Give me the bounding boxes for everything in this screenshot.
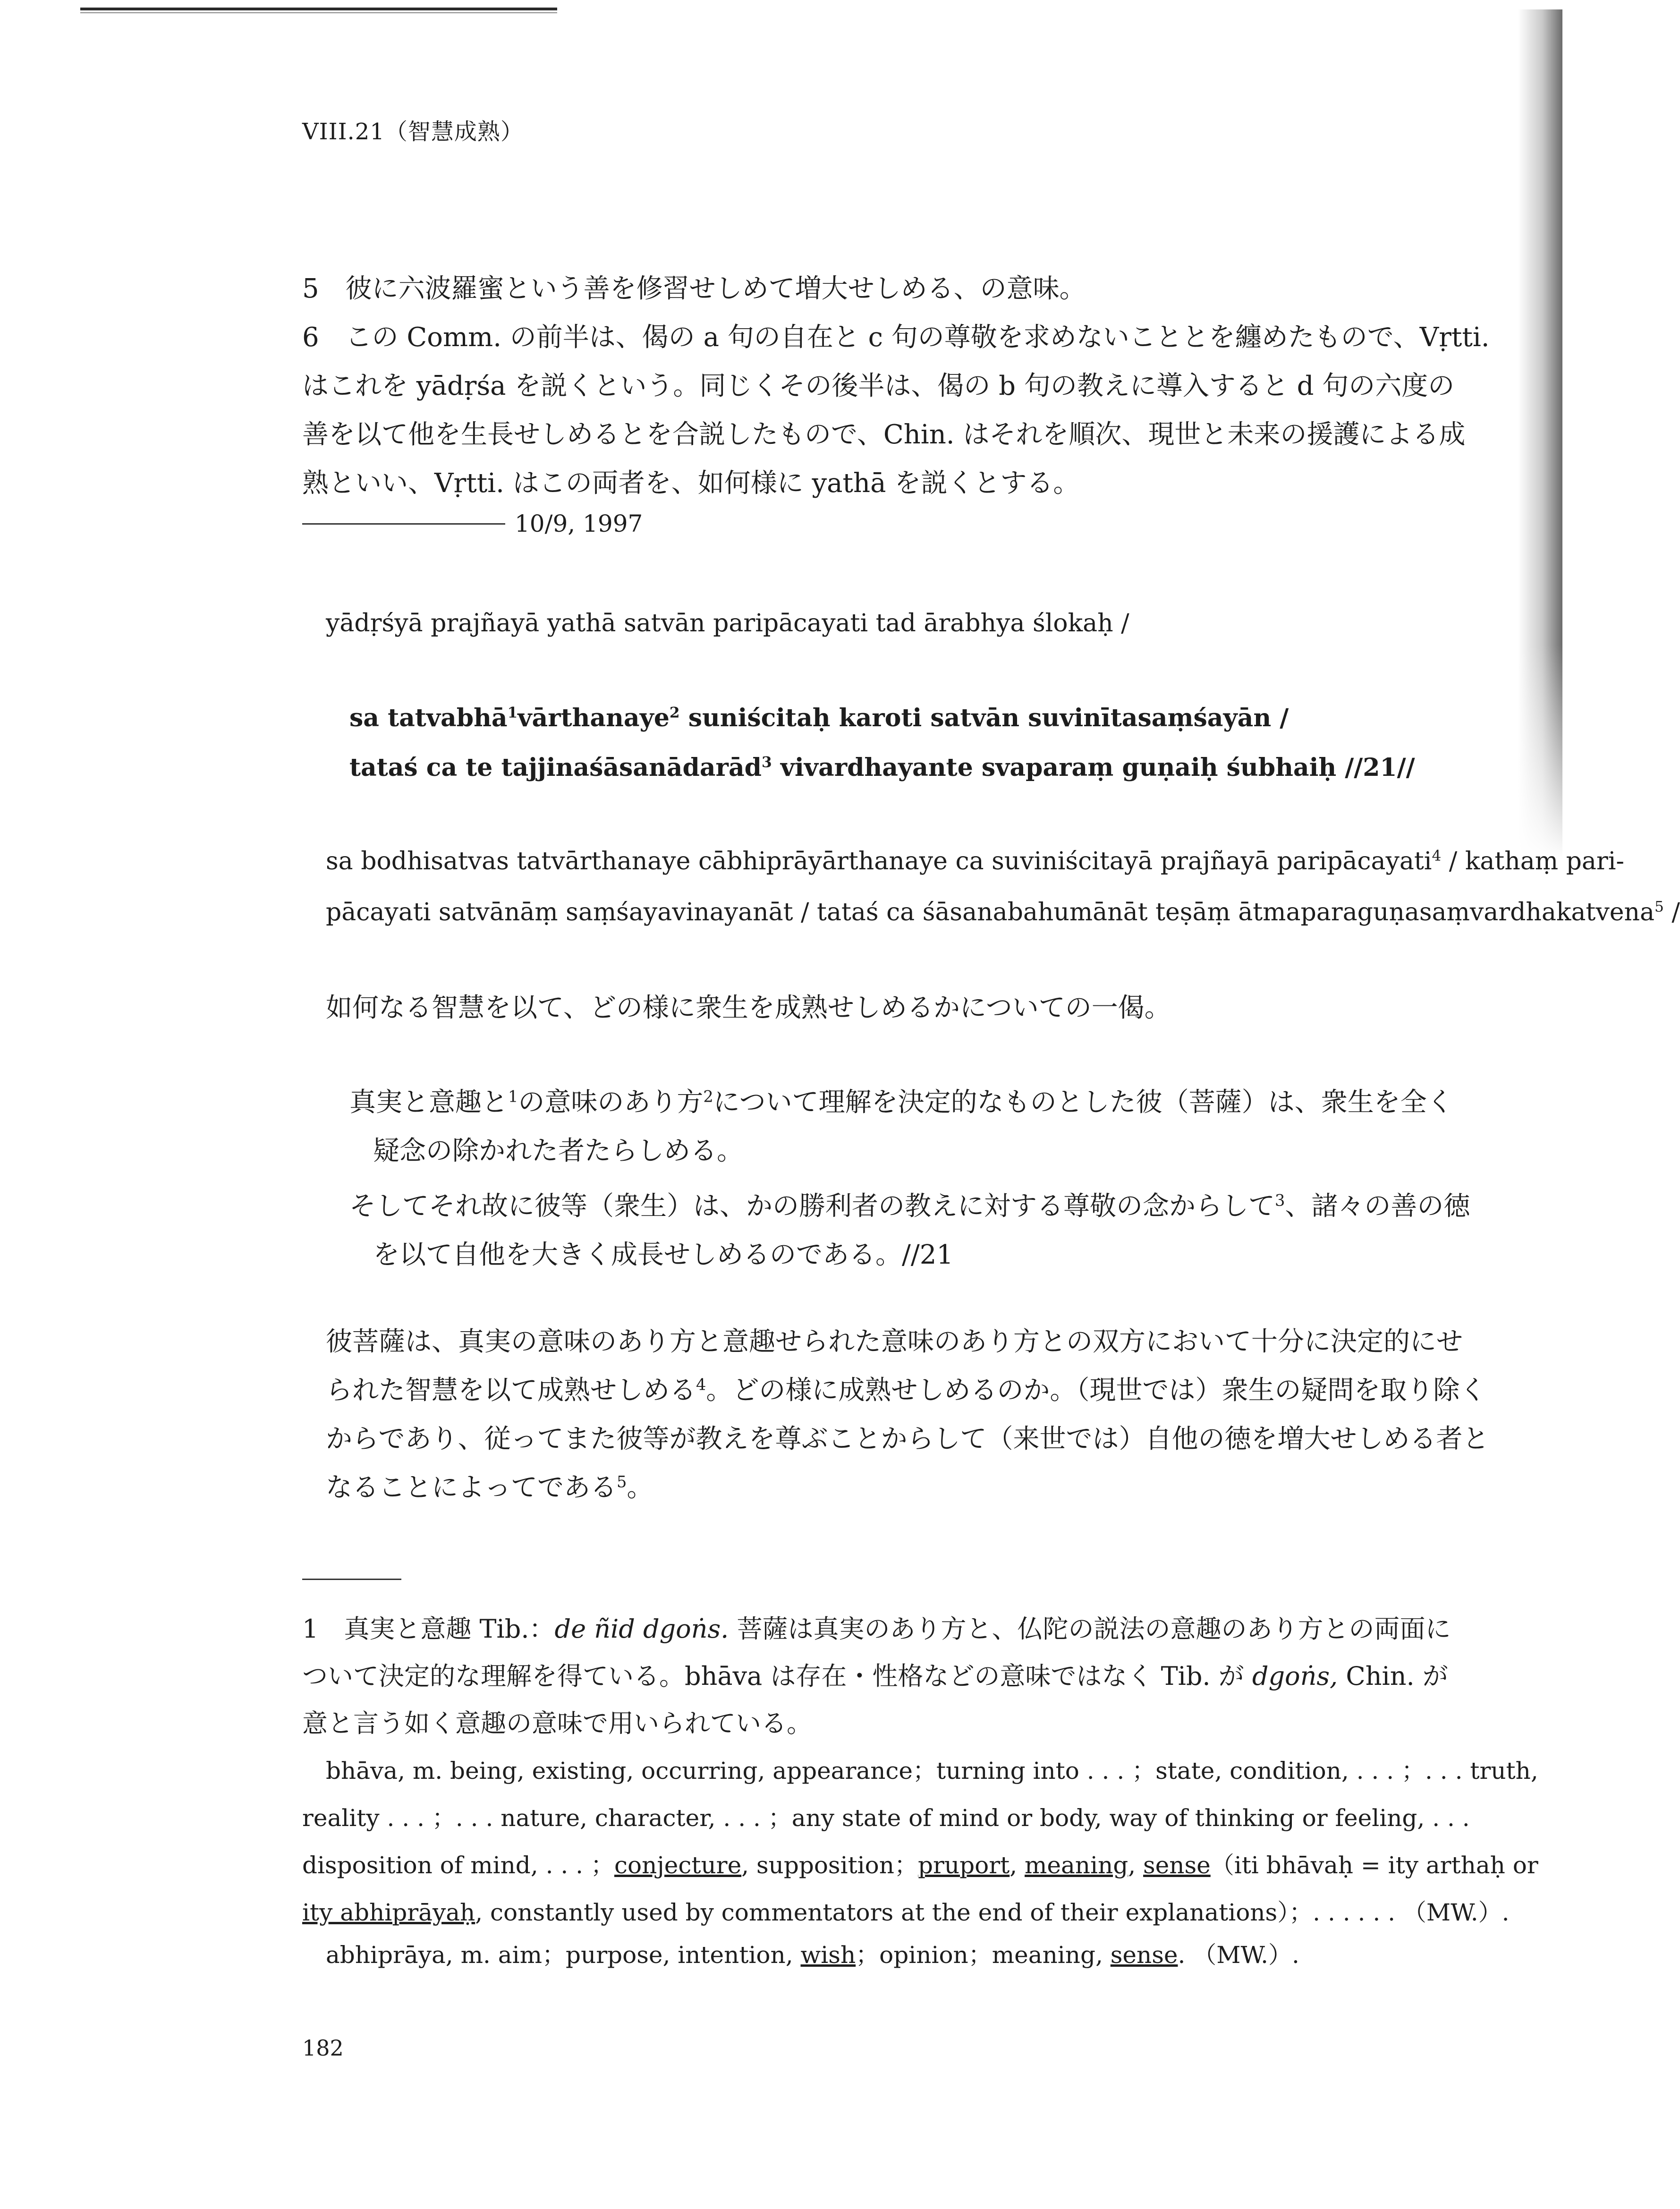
footnote-line: 意と言う如く意趣の意味で用いられている。 — [302, 1708, 812, 1738]
mw-text: abhiprāya, m. aim；purpose, intention, — [326, 1941, 801, 1969]
footnote-text: 菩薩は真実のあり方と、仏陀の説法の意趣のあり方との両面に — [729, 1614, 1451, 1644]
verse-text: sa tatvabhā — [349, 704, 508, 732]
verse-text: tataś ca te tajjinaśāsanādarād — [349, 753, 762, 782]
commentary-line — [326, 1463, 1489, 1512]
footnote-line — [302, 1653, 1451, 1700]
commentary-text: 。 — [627, 1472, 653, 1503]
page-number: 182 — [302, 2035, 344, 2061]
verse-text: 、諸々の善の徳 — [1285, 1191, 1470, 1222]
commentary-text: / — [1663, 898, 1680, 926]
footnote-ref: 2 — [669, 704, 680, 722]
mw-text: . （MW.）. — [1178, 1941, 1299, 1969]
mw-text: disposition of mind, . . . ； — [302, 1852, 614, 1879]
commentary-line — [326, 1366, 1489, 1415]
verse-text: 真実と意趣と — [349, 1087, 508, 1118]
underlined-word: wish — [800, 1941, 856, 1969]
footnote-ref: 4 — [696, 1375, 706, 1394]
underlined-word: pruport — [917, 1852, 1010, 1879]
commentary-line — [326, 836, 1624, 887]
footnote-ref: 1 — [507, 704, 518, 722]
note-6-line: 6 この Comm. の前半は、偈の a 句の自在と c 句の尊敬を求めないこととを纏めたもので、Vṛtti. — [302, 322, 1490, 353]
mw-entry-bhava — [302, 1747, 1538, 1936]
mw-entry-abhipraya — [302, 1931, 1299, 1979]
japanese-verse-line-2 — [349, 1185, 1470, 1223]
mw-line: bhāva, m. being, existing, occurring, appearance；turning into . . . ；state, condition, . . . ；. . . truth, — [326, 1757, 1538, 1784]
underlined-word: ity abhiprāyaḥ — [302, 1899, 475, 1926]
date-dash — [302, 523, 505, 525]
footnote-rule — [302, 1579, 401, 1580]
note-6 — [302, 313, 1490, 508]
mw-text: ；opinion；meaning, — [856, 1941, 1111, 1969]
footnote-ref: 4 — [1432, 847, 1442, 865]
top-rule-thin — [80, 12, 557, 13]
mw-line — [302, 1889, 1538, 1936]
commentary-text: pācayati satvānāṃ saṃśayavinayanāt / tataś ca śāsanabahumānāt teṣāṃ ātmaparaguṇasaṃvardhakatvena — [326, 898, 1655, 926]
mw-line: reality . . . ；. . . nature, character, . . . ；any state of mind or body, way of thinking or feeling, . . . — [302, 1804, 1470, 1832]
tibetan-term: de ñid dgoṅs. — [554, 1614, 729, 1644]
footnote-line — [302, 1606, 1451, 1653]
verse-text: の意味のあり方 — [518, 1087, 704, 1118]
footnote-text: Chin. が — [1338, 1661, 1448, 1691]
footnote-text: ついて決定的な理解を得ている。bhāva は存在・性格などの意味ではなく Tib. が — [302, 1661, 1252, 1691]
commentary-text: 。どの様に成熟せしめるのか。（現世では）衆生の疑問を取り除く — [706, 1375, 1486, 1406]
verse-text: そしてそれ故に彼等（衆生）は、かの勝利者の教えに対する尊敬の念からして — [349, 1191, 1275, 1222]
mw-text: , — [1128, 1852, 1144, 1879]
footnote-ref: 3 — [1275, 1191, 1285, 1210]
mw-text: , constantly used by commentators at the end of their explanations）；. . . . . . （MW.）. — [475, 1899, 1510, 1926]
underlined-word: sense — [1110, 1941, 1178, 1969]
mw-line — [302, 1931, 1299, 1979]
commentary-text: sa bodhisatvas tatvārthanaye cābhiprāyārthanaye ca suviniścitayā prajñayā paripācayati — [326, 847, 1432, 875]
verse-text: vivardhayante svaparaṃ guṇaiḥ śubhaiḥ //21// — [772, 753, 1415, 782]
scan-shadow-edge — [1499, 0, 1562, 859]
commentary-text: られた智慧を以て成熟せしめる — [326, 1375, 696, 1406]
underlined-word: conjecture — [614, 1852, 742, 1879]
footnote-1 — [302, 1606, 1451, 1747]
japanese-verse-line-1 — [349, 1081, 1453, 1119]
note-6-line: 熟といい、Vṛtti. はこの両者を、如何様に yathā を説くとする。 — [302, 468, 1080, 499]
note-6-line: 善を以て他を生長せしめるとを合説したもので、Chin. はそれを順次、現世と未来の援護による成 — [302, 419, 1466, 450]
underlined-word: meaning — [1025, 1852, 1128, 1879]
tibetan-term: dgoṅs, — [1252, 1661, 1338, 1691]
footnote-ref: 5 — [1654, 898, 1664, 916]
date-text: 10/9, 1997 — [515, 510, 643, 537]
sanskrit-verse-line-2 — [349, 753, 1415, 782]
footnote-ref: 2 — [703, 1087, 713, 1106]
note-5 — [302, 264, 1417, 313]
note-5-text: 5 彼に六波羅蜜という善を修習せしめて増大せしめる、の意味。 — [302, 273, 1086, 304]
japanese-commentary — [326, 1317, 1489, 1512]
underlined-word: sense — [1143, 1852, 1211, 1879]
sanskrit-intro: yādṛśyā prajñayā yathā satvān paripācayati tad ārabhya ślokaḥ / — [326, 609, 1129, 637]
page-header: VIII.21（智慧成熟） — [302, 119, 524, 145]
sanskrit-verse-line-1 — [349, 704, 1289, 732]
footnote-ref: 3 — [762, 754, 772, 771]
japanese-verse-line-2-cont: を以て自他を大きく成長せしめるのである。//21 — [373, 1240, 953, 1270]
verse-text: vārthanaye — [518, 704, 670, 732]
footnote-text: 1 真実と意趣 Tib.： — [302, 1614, 555, 1644]
footnote-ref: 5 — [617, 1472, 627, 1491]
verse-text: について理解を決定的なものとした彼（菩薩）は、衆生を全く — [713, 1087, 1453, 1118]
commentary-line — [326, 887, 1680, 938]
mw-line — [302, 1842, 1538, 1889]
japanese-verse-line-1-cont: 疑念の除かれた者たらしめる。 — [373, 1136, 743, 1166]
commentary-text: / kathaṃ pari- — [1441, 847, 1624, 875]
commentary-text: なることによってである — [326, 1472, 617, 1503]
mw-text: , — [1010, 1852, 1025, 1879]
note-6-line: はこれを yādṛśa を説くという。同じくその後半は、偈の b 句の教えに導入すると d 句の六度の — [302, 371, 1455, 401]
commentary-line: からであり、従ってまた彼等が教えを尊ぶことからして（来世では）自他の徳を増大せしめる者と — [326, 1424, 1489, 1454]
japanese-intro: 如何なる智慧を以て、どの様に衆生を成熟せしめるかについての一偈。 — [326, 993, 1171, 1023]
verse-text: suniścitaḥ karoti satvān suvinītasaṃśayān / — [679, 704, 1289, 732]
mw-text: , supposition； — [741, 1852, 918, 1879]
sanskrit-commentary — [326, 836, 1680, 938]
mw-text: （iti bhāvaḥ = ity arthaḥ or — [1210, 1852, 1538, 1879]
footnote-ref: 1 — [508, 1087, 518, 1106]
commentary-line: 彼菩薩は、真実の意味のあり方と意趣せられた意味のあり方との双方において十分に決定的にせ — [326, 1326, 1463, 1357]
date-line — [302, 510, 643, 537]
top-rule — [80, 8, 557, 10]
